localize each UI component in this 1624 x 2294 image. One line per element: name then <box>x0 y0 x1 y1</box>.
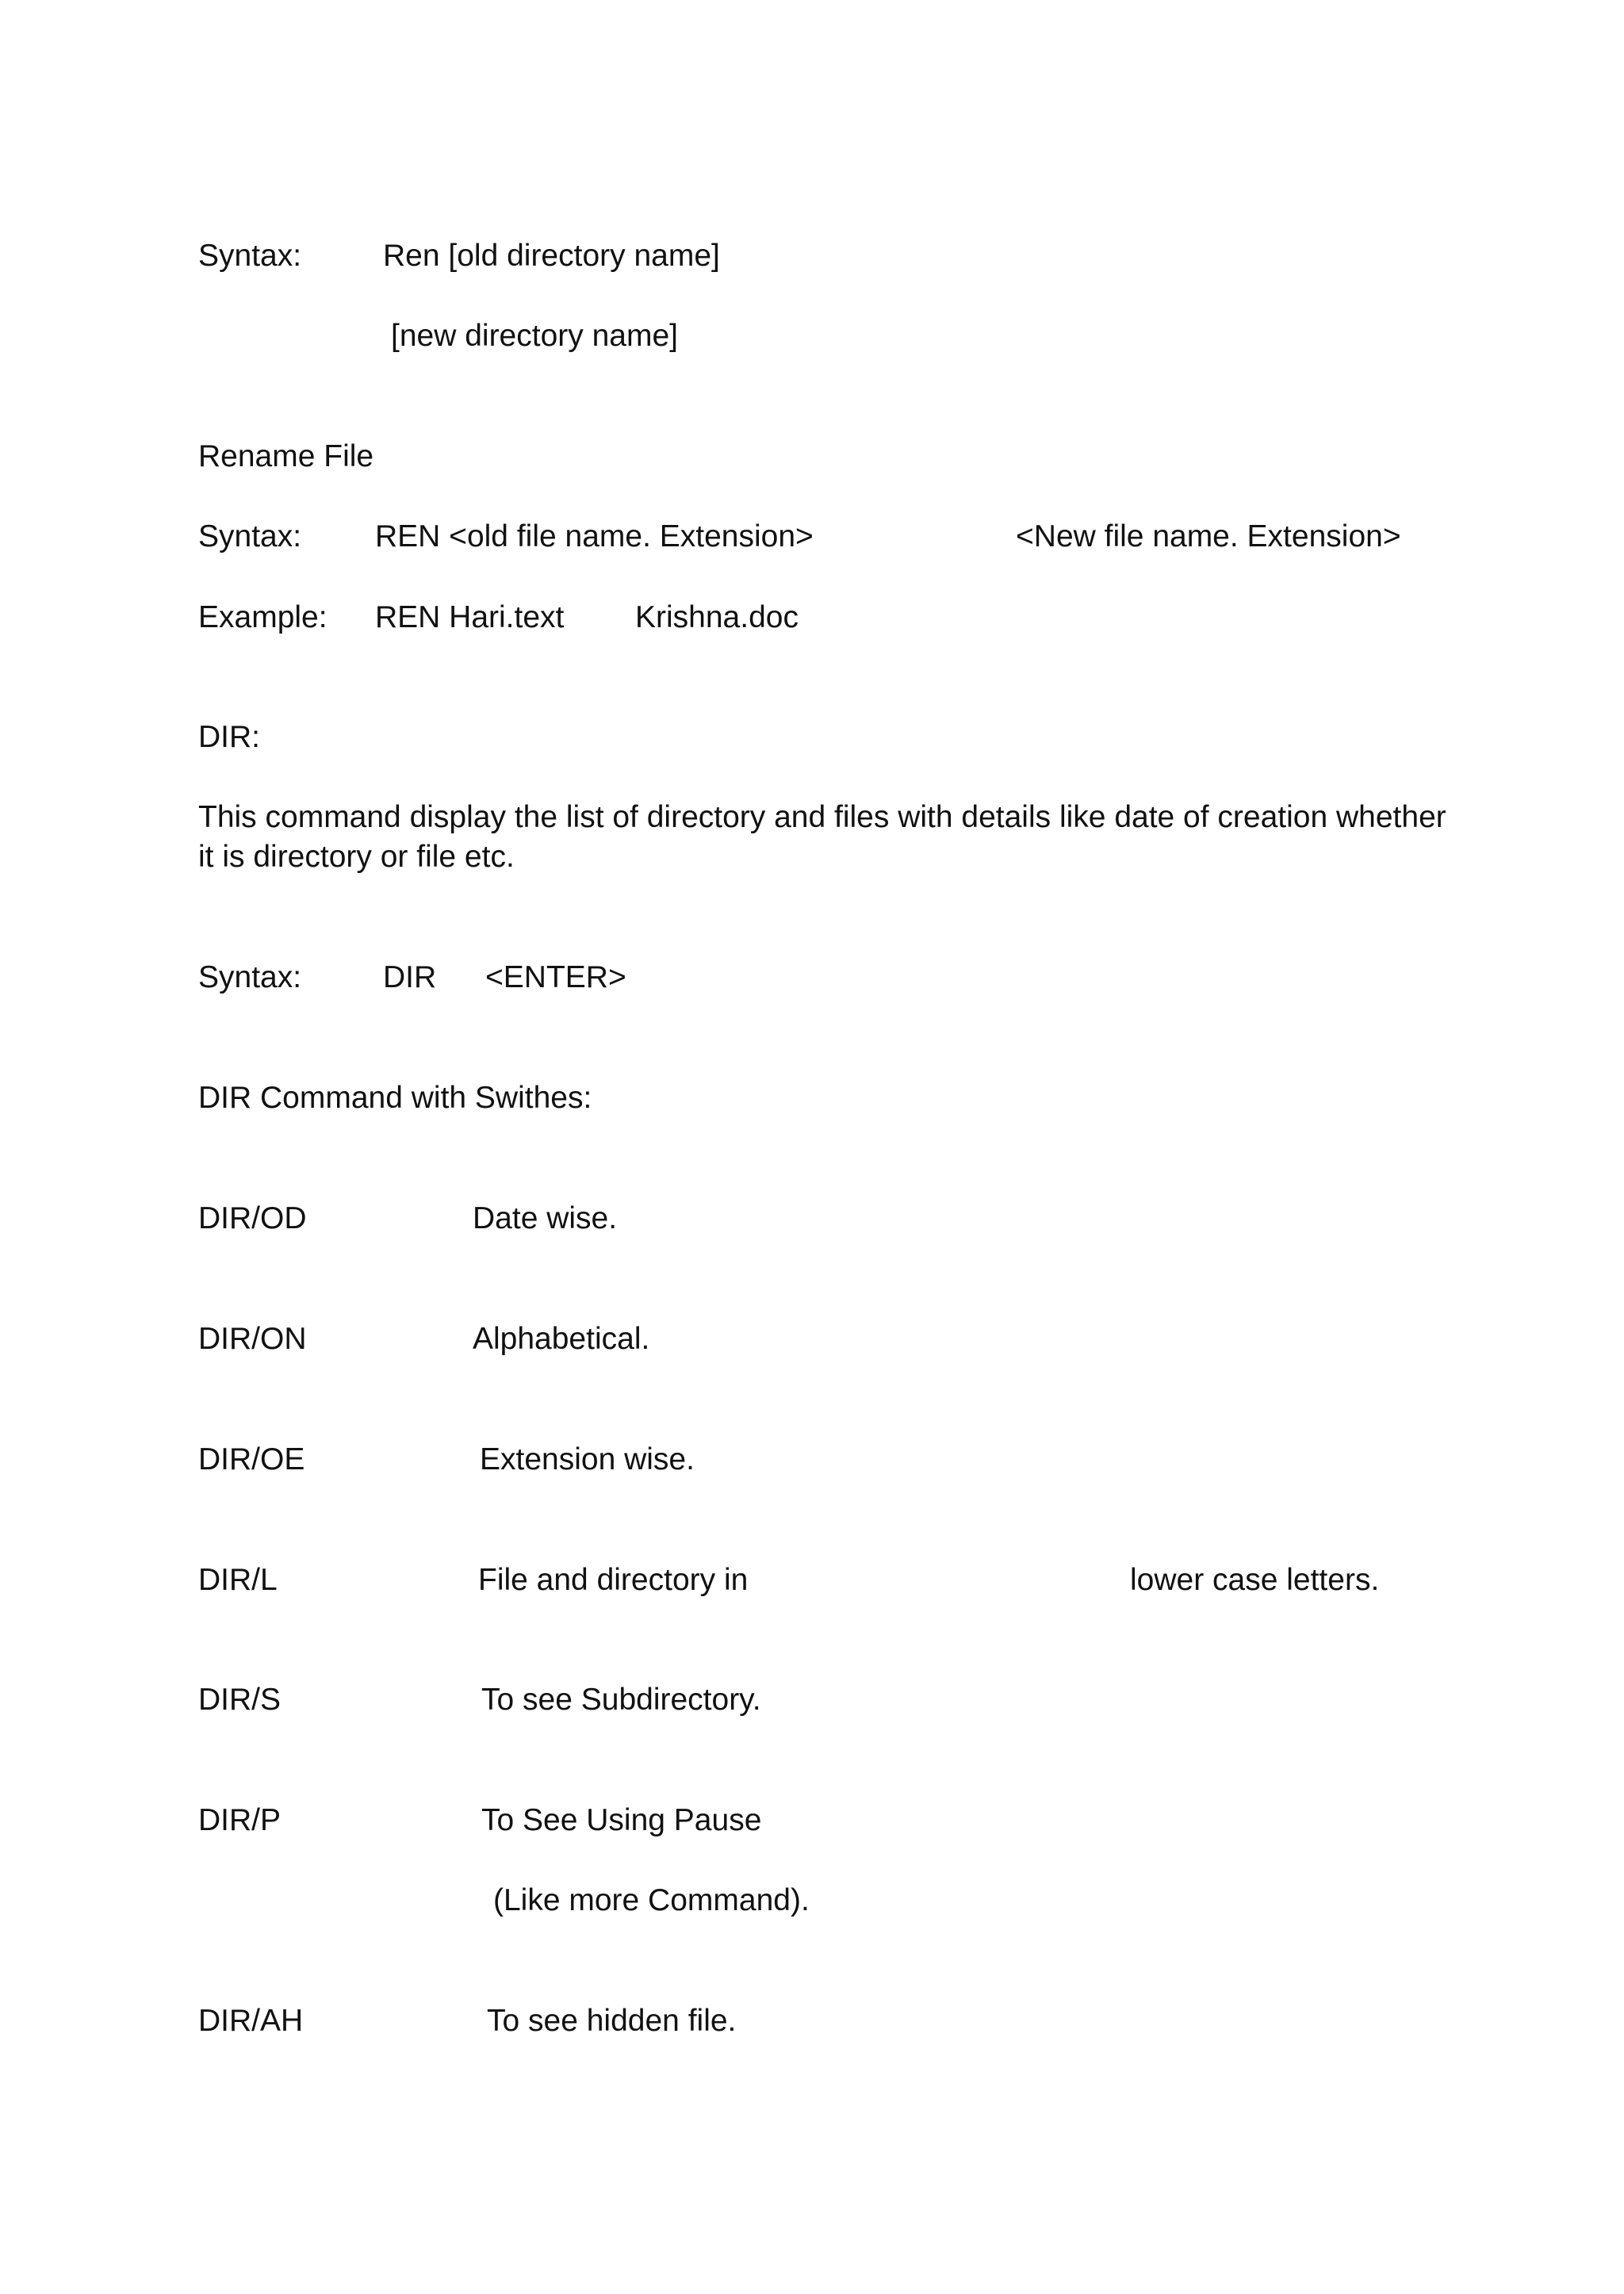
ren-dir-syntax-line1: Ren [old directory name] <box>383 239 720 273</box>
switch-desc: File and directory in <box>478 1563 749 1597</box>
switch-cmd: DIR/ON <box>198 1322 307 1356</box>
switch-desc: To See Using Pause <box>481 1803 762 1837</box>
switch-cmd: DIR/P <box>198 1803 282 1837</box>
rename-file-example-new: Krishna.doc <box>635 600 799 634</box>
switch-desc: Date wise. <box>473 1201 618 1235</box>
switch-desc-line2: (Like more Command). <box>493 1883 810 1917</box>
rename-file-syntax-label: Syntax: <box>198 519 302 553</box>
rename-file-example-label: Example: <box>198 600 327 634</box>
ren-dir-syntax-line2: [new directory name] <box>391 319 678 353</box>
rename-file-syntax-new: <New file name. Extension> <box>1016 519 1401 553</box>
switch-desc: To see Subdirectory. <box>481 1683 761 1717</box>
switch-cmd: DIR/S <box>198 1683 282 1717</box>
dir-syntax-label: Syntax: <box>198 960 302 994</box>
switch-desc: Alphabetical. <box>473 1322 650 1356</box>
switch-desc: To see hidden file. <box>487 2004 737 2038</box>
switch-cmd: DIR/L <box>198 1563 278 1597</box>
rename-file-heading: Rename File <box>198 439 374 473</box>
rename-file-example-old: REN Hari.text <box>375 600 565 634</box>
switch-cmd: DIR/AH <box>198 2004 304 2038</box>
switch-desc-continuation: lower case letters. <box>1130 1563 1380 1597</box>
dir-heading: DIR: <box>198 720 260 754</box>
dir-syntax-key: <ENTER> <box>485 960 626 994</box>
dir-description: This command display the list of directory and files with details like date of creation whether it is directory or file etc. <box>198 800 1446 874</box>
switch-cmd: DIR/OE <box>198 1442 305 1476</box>
dir-syntax-cmd: DIR <box>383 960 437 994</box>
switch-cmd: DIR/OD <box>198 1201 307 1235</box>
rename-file-syntax-old: REN <old file name. Extension> <box>375 519 814 553</box>
switches-heading: DIR Command with Swithes: <box>198 1081 592 1115</box>
ren-dir-syntax-label: Syntax: <box>198 239 302 273</box>
switch-desc: Extension wise. <box>480 1442 695 1476</box>
